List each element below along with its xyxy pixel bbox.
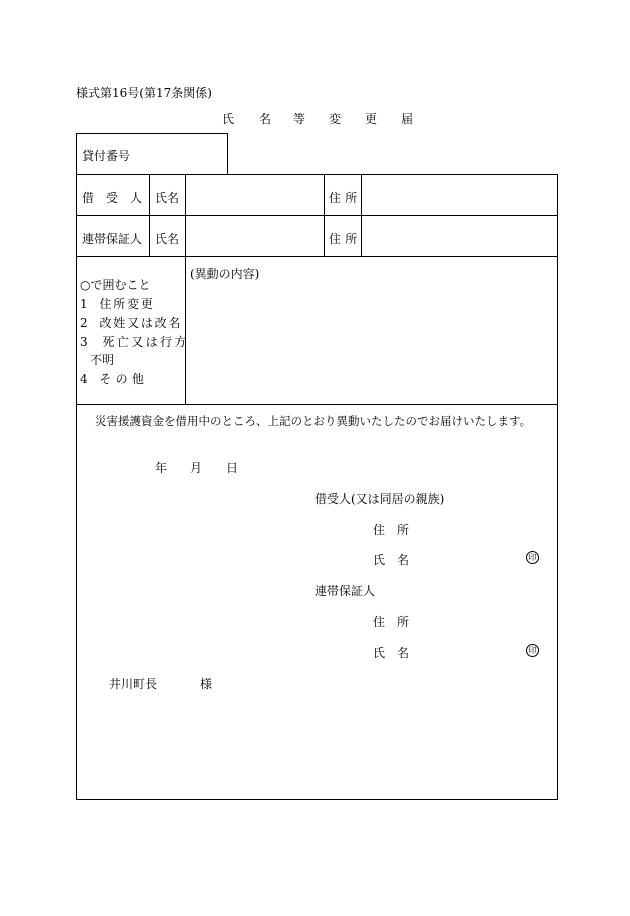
borrower-address-label: 住所 bbox=[329, 191, 362, 205]
borrower-address-caption: 住 所 bbox=[373, 523, 410, 537]
guarantor-label: 連帯保証人 bbox=[82, 232, 143, 246]
option-number: 3 bbox=[80, 335, 88, 349]
option-number: 2 bbox=[80, 316, 88, 330]
title-char: 届 bbox=[401, 112, 414, 126]
col-divider bbox=[324, 174, 325, 256]
option-3-continued: 不明 bbox=[90, 353, 115, 367]
option-3[interactable] bbox=[80, 333, 189, 350]
option-text: 死亡又は行方 bbox=[102, 335, 189, 349]
option-4[interactable] bbox=[80, 370, 148, 387]
guarantor-heading: 連帯保証人 bbox=[315, 584, 376, 598]
guarantor-name-field[interactable] bbox=[186, 216, 324, 256]
guarantor-name-label: 氏名 bbox=[155, 232, 180, 246]
col-divider bbox=[149, 174, 150, 256]
title-char: 名 bbox=[259, 112, 272, 126]
option-1[interactable] bbox=[80, 295, 155, 312]
form-frame bbox=[76, 174, 558, 800]
borrower-heading: 借受人(又は同居の親族) bbox=[315, 492, 445, 506]
option-text: 住所変更 bbox=[99, 297, 155, 311]
row-divider bbox=[76, 256, 557, 257]
change-detail-label: (異動の内容) bbox=[190, 267, 260, 281]
option-number: 1 bbox=[80, 297, 88, 311]
borrower-address-field[interactable] bbox=[362, 175, 557, 215]
borrower-name-label: 氏名 bbox=[155, 191, 180, 205]
seal-icon: 印 bbox=[526, 644, 539, 657]
date-day: 日 bbox=[226, 461, 239, 475]
option-text: その他 bbox=[99, 372, 149, 386]
loan-number-label: 貸付番号 bbox=[82, 149, 131, 163]
statement-text: 災害援護資金を借用中のところ、上記のとおり異動いたしたのでお届けいたします。 bbox=[95, 414, 532, 428]
title-char: 更 bbox=[365, 112, 378, 126]
option-2[interactable] bbox=[80, 314, 182, 331]
seal-icon: 印 bbox=[526, 551, 539, 564]
borrower-name-caption: 氏 名 bbox=[373, 553, 410, 567]
guarantor-name-caption: 氏 名 bbox=[373, 646, 410, 660]
date-year: 年 bbox=[155, 461, 168, 475]
option-number: 4 bbox=[80, 372, 88, 386]
change-detail-field[interactable] bbox=[186, 280, 556, 402]
row-divider bbox=[76, 404, 557, 405]
title-char: 氏 bbox=[222, 112, 235, 126]
guarantor-address-field[interactable] bbox=[362, 216, 557, 256]
guarantor-address-caption: 住 所 bbox=[373, 615, 410, 629]
honorific: 様 bbox=[200, 677, 213, 691]
form-id: 様式第16号(第17条関係) bbox=[76, 86, 212, 100]
option-text: 改姓又は改名 bbox=[99, 316, 183, 330]
date-month: 月 bbox=[190, 461, 203, 475]
title-char: 等 bbox=[293, 112, 306, 126]
title-char: 変 bbox=[329, 112, 342, 126]
borrower-label: 借 受 人 bbox=[82, 191, 143, 205]
check-instruction: ○で囲むこと bbox=[80, 278, 151, 292]
borrower-name-field[interactable] bbox=[186, 175, 324, 215]
addressee: 井川町長 bbox=[109, 677, 158, 691]
guarantor-address-label: 住所 bbox=[329, 232, 362, 246]
